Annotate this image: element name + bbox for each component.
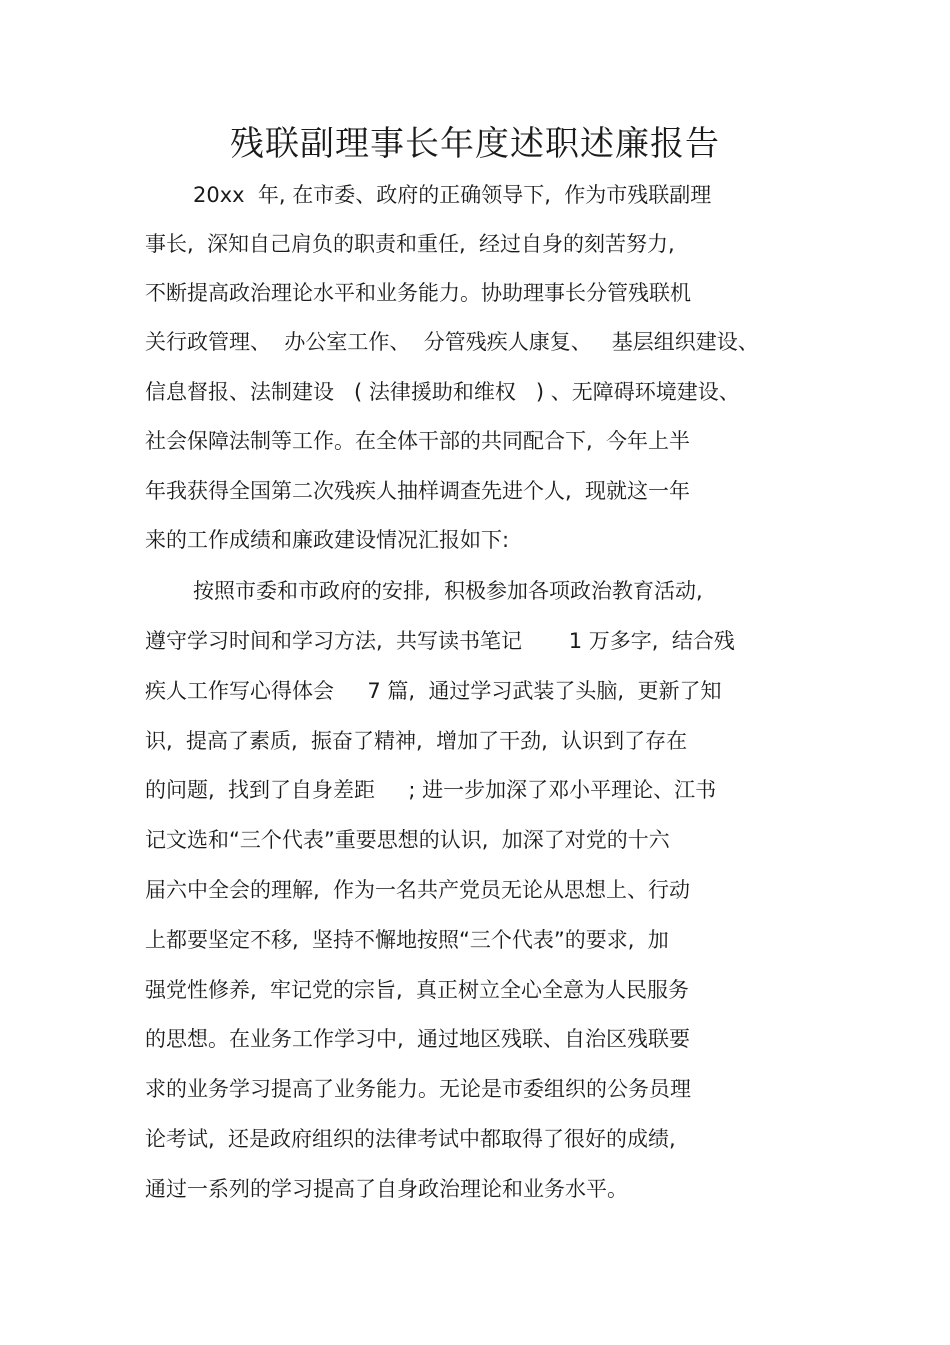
text-line: 来的工作成绩和廉政建设情况汇报如下: <box>145 528 510 552</box>
text-line: 记文选和“三个代表”重要思想的认识, 加深了对党的十六 <box>145 828 670 852</box>
document-title: 残联副理事长年度述职述廉报告 <box>230 124 720 164</box>
text-line: 事长, 深知自己肩负的职责和重任, 经过自身的刻苦努力, <box>145 232 675 256</box>
text-line: 论考试, 还是政府组织的法律考试中都取得了很好的成绩, <box>145 1127 676 1151</box>
text-line: 关行政管理、 办公室工作、 分管残疾人康复、 基层组织建设、 <box>145 330 759 354</box>
text-line: 的思想。在业务工作学习中, 通过地区残联、自治区残联要 <box>145 1027 691 1051</box>
text-line: 识, 提高了素质, 振奋了精神, 增加了干劲, 认识到了存在 <box>145 729 688 753</box>
text-line: 通过一系列的学习提高了自身政治理论和业务水平。 <box>145 1177 628 1201</box>
text-line: 疾人工作写心得体会 7 篇, 通过学习武装了头脑, 更新了知 <box>145 679 722 703</box>
text-line: 遵守学习时间和学习方法, 共写读书笔记 1 万多字, 结合残 <box>145 629 735 653</box>
text-line: 届六中全会的理解, 作为一名共产党员无论从思想上、行动 <box>145 878 691 902</box>
text-line: 按照市委和市政府的安排, 积极参加各项政治教育活动, <box>193 579 703 603</box>
text-line: 的问题, 找到了自身差距 ; 进一步加深了邓小平理论、江书 <box>145 778 717 802</box>
text-line: 信息督报、法制建设 ( 法律援助和维权 ) 、无障碍环境建设、 <box>145 380 740 404</box>
text-line: 强党性修养, 牢记党的宗旨, 真正树立全心全意为人民服务 <box>145 978 690 1002</box>
text-line: 社会保障法制等工作。在全体干部的共同配合下, 今年上半 <box>145 429 691 453</box>
text-line: 上都要坚定不移, 坚持不懈地按照“三个代表”的要求, 加 <box>145 928 669 952</box>
text-line: 年我获得全国第二次残疾人抽样调查先进个人, 现就这一年 <box>145 479 691 503</box>
text-line: 20xx 年, 在市委、政府的正确领导下, 作为市残联副理 <box>193 183 712 207</box>
text-line: 求的业务学习提高了业务能力。无论是市委组织的公务员理 <box>145 1077 691 1101</box>
text-line: 不断提高政治理论水平和业务能力。协助理事长分管残联机 <box>145 281 691 305</box>
